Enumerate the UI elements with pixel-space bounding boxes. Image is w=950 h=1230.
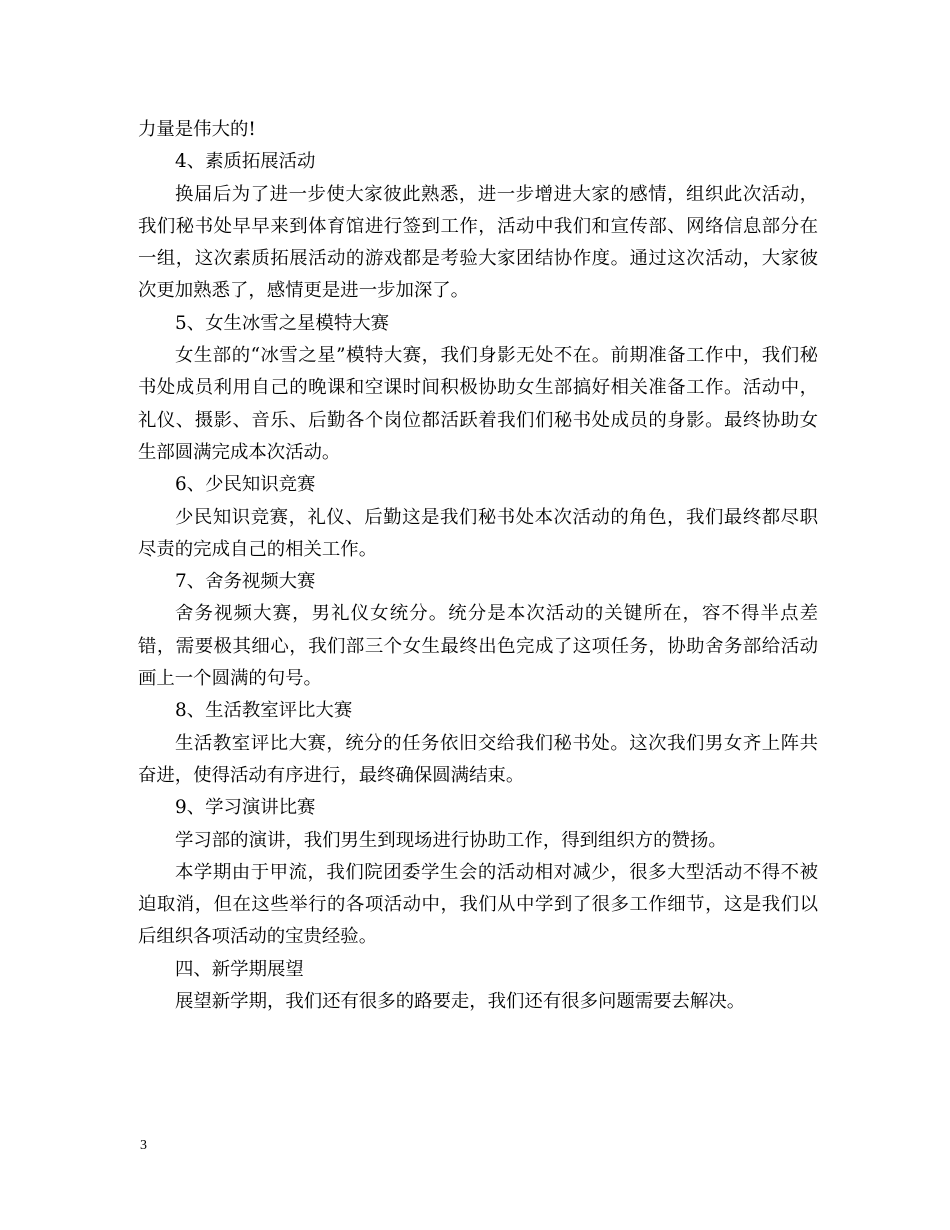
section-heading: 8、生活教室评比大赛: [175, 700, 353, 722]
section-heading: 5、女生冰雪之星模特大赛: [175, 312, 389, 334]
paragraph: 生活教室评比大赛，统分的任务依旧交给我们秘书处。这次我们男女齐上阵共奋进，使得活动有序进行，最终确保圆满结束。: [138, 732, 818, 786]
page-number: 3: [140, 1138, 147, 1153]
paragraph: 展望新学期，我们还有很多的路要走，我们还有很多问题需要去解决。: [175, 991, 746, 1013]
paragraph: 少民知识竞赛，礼仪、后勤这是我们秘书处本次活动的角色，我们最终都尽职尽责的完成自己的相关工作。: [138, 506, 818, 560]
document-body: [138, 114, 818, 1018]
section-heading: 4、素质拓展活动: [175, 151, 316, 173]
paragraph: 力量是伟大的!: [138, 119, 256, 140]
paragraph: 舍务视频大赛，男礼仪女统分。统分是本次活动的关键所在，容不得半点差错，需要极其细心，我们部三个女生最终出色完成了这项任务，协助舍务部给活动画上一个圆满的句号。: [138, 603, 818, 690]
section-heading: 四、新学期展望: [175, 958, 304, 980]
section-heading: 7、舍务视频大赛: [175, 571, 316, 593]
paragraph: 学习部的演讲，我们男生到现场进行协助工作，得到组织方的赞扬。: [175, 829, 727, 851]
section-heading: 6、少民知识竞赛: [175, 474, 316, 496]
paragraph: 女生部的“冰雪之星”模特大赛，我们身影无处不在。前期准备工作中，我们秘书处成员利用自己的晚课和空课时间积极协助女生部搞好相关准备工作。活动中，礼仪、摄影、音乐、后勤各个岗位都活跃着我们们秘书处成员的身影。最终协助女生部圆满完成本次活动。: [138, 345, 818, 463]
paragraph: 本学期由于甲流，我们院团委学生会的活动相对减少，很多大型活动不得不被迫取消，但在这些举行的各项活动中，我们从中学到了很多工作细节，这是我们以后组织各项活动的宝贵经验。: [138, 861, 818, 948]
paragraph: 换届后为了进一步使大家彼此熟悉，进一步增进大家的感情，组织此次活动，我们秘书处早早来到体育馆进行签到工作，活动中我们和宣传部、网络信息部分在一组，这次素质拓展活动的游戏都是考验大家团结协作度。通过这次活动，大家彼次更加熟悉了，感情更是进一步加深了。: [138, 183, 818, 302]
section-heading: 9、学习演讲比赛: [175, 797, 316, 819]
